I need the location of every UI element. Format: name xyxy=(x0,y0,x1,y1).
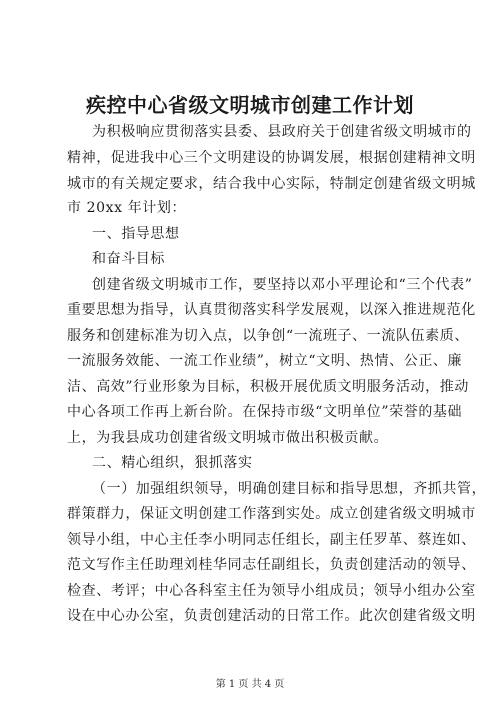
paragraph-line: 创建省级文明城市工作，要坚持以邓小平理论和“三个代表” xyxy=(92,277,473,293)
section-heading: 二、精心组织，狠抓落实 xyxy=(92,455,253,471)
paragraph-line: 服务和创建标准为切入点，以争创“一流班子、一流队伍素质、 xyxy=(67,328,469,344)
paragraph-line: 中心各项工作再上新台阶。在保持市级“文明单位”荣誉的基础 xyxy=(67,404,463,420)
paragraph-line: 市 20xx 年计划： xyxy=(67,200,187,216)
paragraph-line: 设在中心办公室，负责创建活动的日常工作。此次创建省级文明 xyxy=(67,608,476,624)
paragraph-line: 范文写作主任助理刘桂华同志任副组长，负责创建活动的领导、 xyxy=(67,557,476,573)
paragraph-line: 城市的有关规定要求，结合我中心实际，特制定创建省级文明城 xyxy=(67,176,476,192)
paragraph-line: 领导小组，中心主任李小明同志任组长，副主任罗革、蔡连如、 xyxy=(67,532,476,548)
section-heading: 一、指导思想 xyxy=(92,226,180,242)
paragraph-line: 检查、考评；中心各科室主任为领导小组成员；领导小组办公室 xyxy=(67,583,476,599)
paragraph-line: 上，为我县成功创建省级文明城市做出积极贡献。 xyxy=(67,430,389,446)
paragraph-line: （一）加强组织领导，明确创建目标和指导思想，齐抓共管， xyxy=(92,481,487,497)
paragraph-line: 洁、高效”行业形象为目标，积极开展优质文明服务活动，推动 xyxy=(67,379,469,395)
paragraph-line: 群策群力，保证文明创建工作落到实处。成立创建省级文明城市 xyxy=(67,506,476,522)
paragraph-line: 重要思想为指导，认真贯彻落实科学发展观，以深入推进规范化 xyxy=(67,302,476,318)
section-heading-continuation: 和奋斗目标 xyxy=(92,251,165,267)
page-footer: 第 1 页 共 4 页 xyxy=(215,679,285,690)
document-title: 疾控中心省级文明城市创建工作计划 xyxy=(86,93,414,117)
paragraph-line: 精神，促进我中心三个文明建设的协调发展，根据创建精神文明 xyxy=(67,150,476,166)
paragraph-line: 一流服务效能、一流工作业绩”，树立“文明、热情、公正、廉 xyxy=(67,353,463,369)
paragraph-line: 为积极响应贯彻落实县委、县政府关于创建省级文明城市的 xyxy=(92,124,472,140)
